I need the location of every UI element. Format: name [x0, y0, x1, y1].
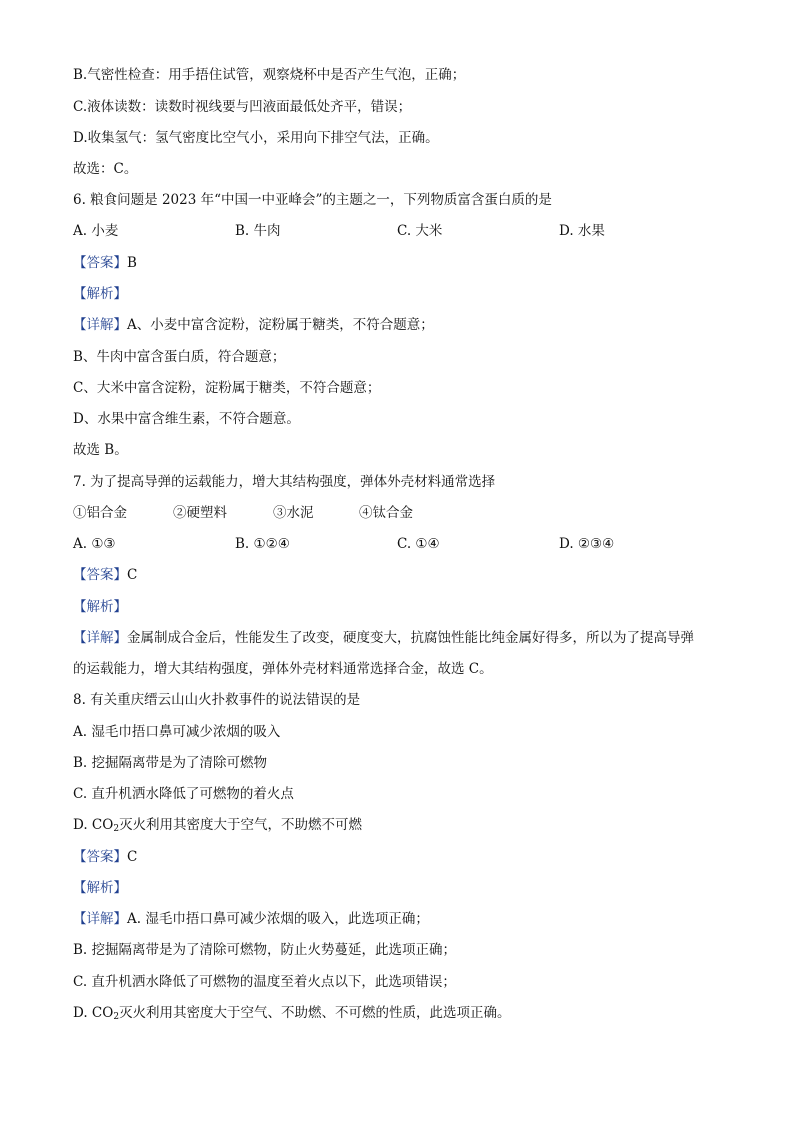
- option-d-prefix: D. CO: [73, 817, 114, 833]
- analysis-tag: 【解析】: [73, 599, 127, 615]
- option-c: C. ①④: [397, 536, 440, 552]
- answer-value: C: [127, 567, 138, 583]
- detail-line: [73, 910, 429, 928]
- detail-line: [73, 316, 434, 334]
- subscript: 2: [113, 824, 120, 834]
- option-d: D. 水果: [559, 223, 605, 239]
- answer-tag: 【答案】: [73, 255, 127, 271]
- text-line: 故选：C。: [73, 161, 138, 177]
- detail-line: C、大米中富含淀粉，淀粉属于糖类，不符合题意；: [73, 380, 381, 396]
- option-d: [73, 816, 362, 838]
- option-d: D. ②③④: [559, 536, 615, 552]
- question-7-stem: 7. 为了提高导弹的运载能力，增大其结构强度，弹体外壳材料通常选择: [73, 474, 496, 490]
- material-item: ③水泥: [273, 505, 314, 521]
- detail-line: 的运载能力，增大其结构强度，弹体外壳材料通常选择合金，故选 C。: [73, 661, 493, 677]
- material-item: ④钛合金: [359, 505, 413, 521]
- option-a: A. 湿毛巾捂口鼻可减少浓烟的吸入: [73, 724, 281, 740]
- answer-tag: 【答案】: [73, 567, 127, 583]
- text-line: D.收集氢气：氢气密度比空气小，采用向下排空气法，正确。: [73, 130, 439, 146]
- text-line: C.液体读数：读数时视线要与凹液面最低处齐平，错误；: [73, 99, 412, 115]
- detail-text: 金属制成合金后，性能发生了改变，硬度变大，抗腐蚀性能比纯金属好得多，所以为了提高导弹: [127, 630, 694, 646]
- option-b: B. 挖掘隔离带是为了清除可燃物: [73, 755, 268, 771]
- detail-line: [73, 1004, 511, 1026]
- detail-line: 故选 B。: [73, 442, 128, 458]
- option-c: C. 大米: [397, 223, 443, 239]
- detail-tag: 【详解】: [73, 317, 127, 333]
- option-b: B. ①②④: [235, 536, 290, 552]
- detail-line: B. 挖掘隔离带是为了清除可燃物，防止火势蔓延，此选项正确；: [73, 942, 457, 958]
- answer-line: [73, 848, 137, 866]
- analysis-tag: 【解析】: [73, 880, 127, 896]
- text-line: B.气密性检查：用手捂住试管，观察烧杯中是否产生气泡，正确；: [73, 67, 466, 83]
- detail-tag: 【详解】: [73, 911, 127, 927]
- detail-line: D、水果中富含维生素，不符合题意。: [73, 411, 300, 427]
- detail-d-text: 灭火利用其密度大于空气、不助燃、不可燃的性质，此选项正确。: [119, 1005, 511, 1021]
- subscript: 2: [113, 1012, 120, 1022]
- answer-line: [73, 566, 137, 584]
- option-a: A. 小麦: [73, 223, 119, 239]
- option-d-text: 灭火利用其密度大于空气，不助燃不可燃: [119, 817, 363, 833]
- detail-d-prefix: D. CO: [73, 1005, 114, 1021]
- material-item: ②硬塑料: [173, 505, 227, 521]
- detail-line: C. 直升机洒水降低了可燃物的温度至着火点以下，此选项错误；: [73, 974, 456, 990]
- detail-line: [73, 629, 694, 647]
- answer-value: B: [127, 255, 137, 271]
- material-item: ①铝合金: [73, 505, 127, 521]
- question-6-stem: 6. 粮食问题是 2023 年“中国一中亚峰会”的主题之一，下列物质富含蛋白质的是: [73, 192, 552, 208]
- answer-line: [73, 254, 137, 272]
- option-c: C. 直升机洒水降低了可燃物的着火点: [73, 786, 294, 802]
- option-b: B. 牛肉: [235, 223, 281, 239]
- detail-text: A、小麦中富含淀粉，淀粉属于糖类，不符合题意；: [127, 317, 434, 333]
- detail-line: B、牛肉中富含蛋白质，符合题意；: [73, 349, 286, 365]
- analysis-tag: 【解析】: [73, 286, 127, 302]
- detail-text: A. 湿毛巾捂口鼻可减少浓烟的吸入，此选项正确；: [127, 911, 429, 927]
- option-a: A. ①③: [73, 536, 116, 552]
- answer-value: C: [127, 849, 138, 865]
- detail-tag: 【详解】: [73, 630, 127, 646]
- question-8-stem: 8. 有关重庆缙云山山火扑救事件的说法错误的是: [73, 692, 361, 708]
- answer-tag: 【答案】: [73, 849, 127, 865]
